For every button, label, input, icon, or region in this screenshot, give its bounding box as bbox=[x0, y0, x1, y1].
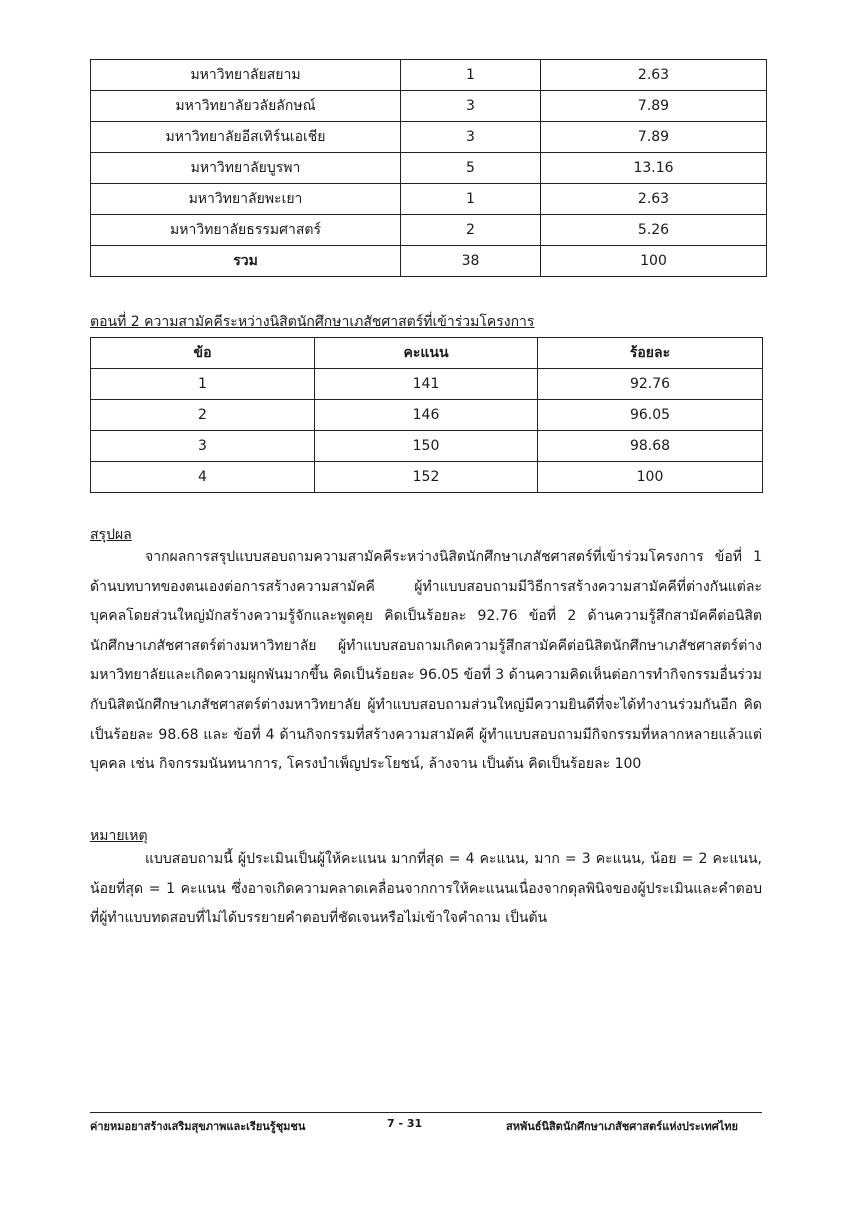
table-row bbox=[91, 215, 767, 246]
section-2-caption: ตอนที่ 2 ความสามัคคีระหว่างนิสิตนักศึกษาเภสัชศาสตร์ที่เข้าร่วมโครงการ bbox=[90, 314, 535, 330]
item-cell: 3 bbox=[91, 431, 315, 462]
item-cell: 2 bbox=[91, 400, 315, 431]
score-cell: 146 bbox=[315, 400, 538, 431]
percent-cell: 92.76 bbox=[538, 369, 763, 400]
percent-cell: 100 bbox=[538, 462, 763, 493]
table-total-row bbox=[91, 246, 767, 277]
university-name-cell: มหาวิทยาลัยพะเยา bbox=[91, 184, 401, 215]
header-score: คะแนน bbox=[315, 338, 538, 369]
count-cell: 3 bbox=[401, 122, 541, 153]
total-percent-cell: 100 bbox=[541, 246, 767, 277]
percent-cell: 13.16 bbox=[541, 153, 767, 184]
university-name-cell: มหาวิทยาลัยสยาม bbox=[91, 60, 401, 91]
score-cell: 141 bbox=[315, 369, 538, 400]
item-cell: 1 bbox=[91, 369, 315, 400]
summary-heading: สรุปผล bbox=[90, 527, 132, 543]
table-row bbox=[91, 153, 767, 184]
percent-cell: 2.63 bbox=[541, 184, 767, 215]
score-cell: 150 bbox=[315, 431, 538, 462]
footer-page-number: 7 - 31 bbox=[387, 1117, 423, 1130]
footer-project-name: ค่ายหมอยาสร้างเสริมสุขภาพและเรียนรู้ชุมชน bbox=[90, 1120, 306, 1133]
table-row bbox=[91, 400, 763, 431]
total-label-cell: รวม bbox=[91, 246, 401, 277]
university-name-cell: มหาวิทยาลัยบูรพา bbox=[91, 153, 401, 184]
table-row bbox=[91, 122, 767, 153]
count-cell: 1 bbox=[401, 60, 541, 91]
footer-organization: สหพันธ์นิสิตนักศึกษาเภสัชศาสตร์แห่งประเทศไทย bbox=[506, 1120, 738, 1133]
table-row bbox=[91, 91, 767, 122]
percent-cell: 2.63 bbox=[541, 60, 767, 91]
header-percent: ร้อยละ bbox=[538, 338, 763, 369]
count-cell: 3 bbox=[401, 91, 541, 122]
summary-paragraph: จากผลการสรุปแบบสอบถามความสามัคคีระหว่างนิสิตนักศึกษาเภสัชศาสตร์ที่เข้าร่วมโครงการ ข้อที่ 1 ด้านบทบาทของตนเองต่อการสร้างความสามัคคี ผู้ทำแบบสอบถามมีวิธีการสร้างความสามัคคีที่ต่างกันแต่ละบุคคลโดยส่วนใหญ่มักสร้างความรู้จักและพูดคุย คิดเป็นร้อยละ 92.76 ข้อที่ 2 ด้านความรู้สึกสามัคคีต่อนิสิตนักศึกษาเภสัชศาสตร์ต่างมหาวิทยาลัย ผู้ทำแบบสอบถามเกิดความรู้สึกสามัคคีต่อนิสิตนักศึกษาเภสัชศาสตร์ต่างมหาวิทยาลัยและเกิดความผูกพันมากขึ้น คิดเป็นร้อยละ 96.05 ข้อที่ 3 ด้านความคิดเห็นต่อการทำกิจกรรมอื่นร่วมกับนิสิตนักศึกษาเภสัชศาสตร์ต่างมหาวิทยาลัย ผู้ทำแบบสอบถามส่วนใหญ่มีความยินดีที่จะได้ทำงานร่วมกันอีก คิดเป็นร้อยละ 98.68 และ ข้อที่ 4 ด้านกิจกรรมที่สร้างความสามัคคี ผู้ทำแบบสอบถามมีกิจกรรมที่หลากหลายแล้วแต่บุคคล เช่น กิจกรรมนันทนาการ, โครงบำเพ็ญประโยชน์, ล้างจาน เป็นต้น คิดเป็นร้อยละ 100 bbox=[90, 549, 762, 773]
table-row bbox=[91, 184, 767, 215]
count-cell: 2 bbox=[401, 215, 541, 246]
percent-cell: 98.68 bbox=[538, 431, 763, 462]
percent-cell: 7.89 bbox=[541, 91, 767, 122]
table-row bbox=[91, 60, 767, 91]
university-name-cell: มหาวิทยาลัยอีสเทิร์นเอเชีย bbox=[91, 122, 401, 153]
university-name-cell: มหาวิทยาลัยธรรมศาสตร์ bbox=[91, 215, 401, 246]
university-participants-table bbox=[90, 59, 767, 277]
table-row bbox=[91, 431, 763, 462]
percent-cell: 96.05 bbox=[538, 400, 763, 431]
table-row bbox=[91, 369, 763, 400]
university-name-cell: มหาวิทยาลัยวลัยลักษณ์ bbox=[91, 91, 401, 122]
footer-divider bbox=[90, 1112, 762, 1113]
table-header-row bbox=[91, 338, 763, 369]
percent-cell: 5.26 bbox=[541, 215, 767, 246]
count-cell: 5 bbox=[401, 153, 541, 184]
table-row bbox=[91, 462, 763, 493]
note-paragraph: แบบสอบถามนี้ ผู้ประเมินเป็นผู้ให้คะแนน มากที่สุด = 4 คะแนน, มาก = 3 คะแนน, น้อย = 2 คะแนน, น้อยที่สุด = 1 คะแนน ซึ่งอาจเกิดความคลาดเคลื่อนจากการให้คะแนนเนื่องจากดุลพินิจของผู้ประเมินและคำตอบที่ผู้ทำแบบทดสอบที่ไม่ได้บรรยายคำตอบที่ชัดเจนหรือไม่เข้าใจคำถาม เป็นต้น bbox=[90, 851, 762, 927]
score-cell: 152 bbox=[315, 462, 538, 493]
count-cell: 1 bbox=[401, 184, 541, 215]
item-cell: 4 bbox=[91, 462, 315, 493]
header-item: ข้อ bbox=[91, 338, 315, 369]
total-count-cell: 38 bbox=[401, 246, 541, 277]
note-heading: หมายเหตุ bbox=[90, 828, 148, 844]
percent-cell: 7.89 bbox=[541, 122, 767, 153]
unity-score-table bbox=[90, 337, 763, 493]
